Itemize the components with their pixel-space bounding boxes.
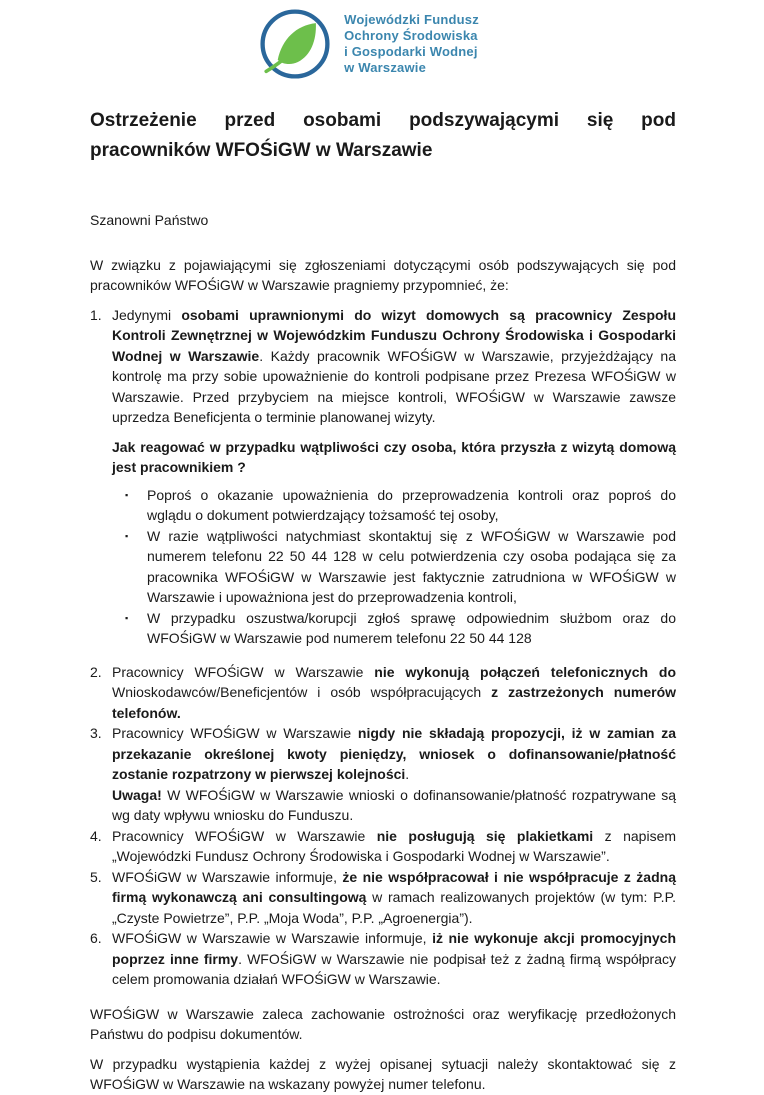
- logo-line: Ochrony Środowiska: [344, 28, 478, 43]
- closing-paragraph: W przypadku wystąpienia każdej z wyżej opisanej sytuacji należy skontaktować się z WFOŚiGW w Warszawie na wskazany powyżej numer telefonu.: [90, 1055, 676, 1092]
- bullet-item: [112, 526, 676, 608]
- list-item: [90, 826, 676, 867]
- square-bullet-icon: ▪: [125, 530, 129, 541]
- item-text: Jedynymi osobami uprawnionymi do wizyt domowych są pracownicy Zespołu Kontroli Zewnętrznej w Wojewódzkim Funduszu Ochrony Środowiska i Gospodarki Wodnej w Warszawie. Każdy pracownik WFOŚiGW w Warszawie, przyjeżdżający na kontrolę ma przy sobie upoważnienie do kontroli podpisane przez Prezesa WFOŚiGW w Warszawie. Przed przybyciem na miejsce kontroli, WFOŚiGW w Warszawie zawsze uprzedza Beneficjenta o terminie planowanej wizyty.: [112, 306, 676, 425]
- square-bullet-icon: ▪: [125, 489, 129, 500]
- bullet-text: W przypadku oszustwa/korupcji zgłoś sprawę odpowiednim służbom oraz do WFOŚiGW w Warszawie pod numerem telefonu 22 50 44 128: [147, 609, 676, 646]
- item-text: WFOŚiGW w Warszawie informuje, że nie współpracował i nie współpracuje z żadną firmą wykonawczą ani consultingową w ramach realizowanych projektów (w tym: P.P. „Czyste Powietrze”, P.P. „Moja Woda”, P.P. „Agroenergia”).: [112, 868, 676, 926]
- item-number: 3.: [90, 725, 102, 741]
- item-text: Pracownicy WFOŚiGW w Warszawie nigdy nie składają propozycji, iż w zamian za przekazanie określonej kwoty pieniędzy, wniosek o dofinansowanie/płatność zostanie rozpatrzony w pierwszej kolejności.: [112, 725, 676, 782]
- page-title: Ostrzeżenie przed osobami podszywającymi się pod pracowników WFOŚiGW w Warszawie: [90, 110, 676, 161]
- item-number: 1.: [90, 306, 102, 323]
- item-body: [112, 305, 676, 662]
- item-text: WFOŚiGW w Warszawie w Warszawie informuje, iż nie wykonuje akcji promocyjnych poprzez inne firmy. WFOŚiGW w Warszawie nie podpisał też z żadną firmą współpracy celem promowania działań WFOŚiGW w Warszawie.: [112, 930, 676, 987]
- closing-paragraph: WFOŚiGW w Warszawie zaleca zachowanie ostrożności oraz weryfikację przedłożonych Państwu do podpisu dokumentów.: [90, 1005, 676, 1042]
- list-item: [90, 867, 676, 929]
- greeting: Szanowni Państwo: [90, 212, 209, 228]
- numbered-list: [90, 305, 676, 990]
- logo-line: Wojewódzki Fundusz: [344, 12, 479, 27]
- note-paragraph: Uwaga! W WFOŚiGW w Warszawie wnioski o dofinansowanie/płatność rozpatrywane są wg daty wpływu wniosku do Funduszu.: [112, 786, 676, 823]
- item-number: 2.: [90, 663, 102, 680]
- bullet-text: Poproś o okazanie upoważnienia do przeprowadzenia kontroli oraz poproś do wglądu o dokument potwierdzający tożsamość tej osoby,: [147, 486, 676, 523]
- list-item: [90, 305, 676, 662]
- logo-line: w Warszawie: [344, 60, 427, 75]
- question-heading: Jak reagować w przypadku wątpliwości czy osoba, która przyszła z wizytą domową jest pracownikiem ?: [112, 438, 676, 475]
- logo: [76, 8, 662, 80]
- item-number: 5.: [90, 868, 102, 885]
- bullet-item: [112, 608, 676, 649]
- square-bullet-icon: ▪: [125, 612, 129, 623]
- document-body: [90, 210, 676, 1095]
- bullet-item: [112, 485, 676, 526]
- intro-paragraph: W związku z pojawiającymi się zgłoszeniami dotyczącymi osób podszywających się pod pracowników WFOŚiGW w Warszawie pragniemy przypomnieć, że:: [90, 256, 676, 293]
- list-item: [90, 928, 676, 990]
- leaf-in-circle-icon: [259, 8, 331, 80]
- item-text: Pracownicy WFOŚiGW w Warszawie nie posługują się plakietkami z napisem „Wojewódzki Fundusz Ochrony Środowiska i Gospodarki Wodnej w Warszawie”.: [112, 827, 677, 864]
- list-item: [90, 662, 676, 724]
- bullet-list: [112, 485, 676, 649]
- list-item: [90, 723, 676, 826]
- bullet-text: W razie wątpliwości natychmiast skontaktuj się z WFOŚiGW w Warszawie pod numerem telefonu 22 50 44 128 w celu potwierdzenia czy osoba podająca się za pracownika WFOŚiGW w Warszawie jest faktycznie zatrudniona w WFOŚiGW w Warszawie i upoważniona jest do przeprowadzenia kontroli,: [147, 527, 676, 605]
- item-number: 4.: [90, 827, 102, 844]
- logo-wordmark: [344, 12, 479, 76]
- item-number: 6.: [90, 930, 102, 946]
- item-text: Pracownicy WFOŚiGW w Warszawie nie wykonują połączeń telefonicznych do Wnioskodawców/Beneficjentów i osób współpracujących z zastrzeżonych numerów telefonów.: [112, 663, 677, 721]
- logo-line: i Gospodarki Wodnej: [344, 44, 478, 59]
